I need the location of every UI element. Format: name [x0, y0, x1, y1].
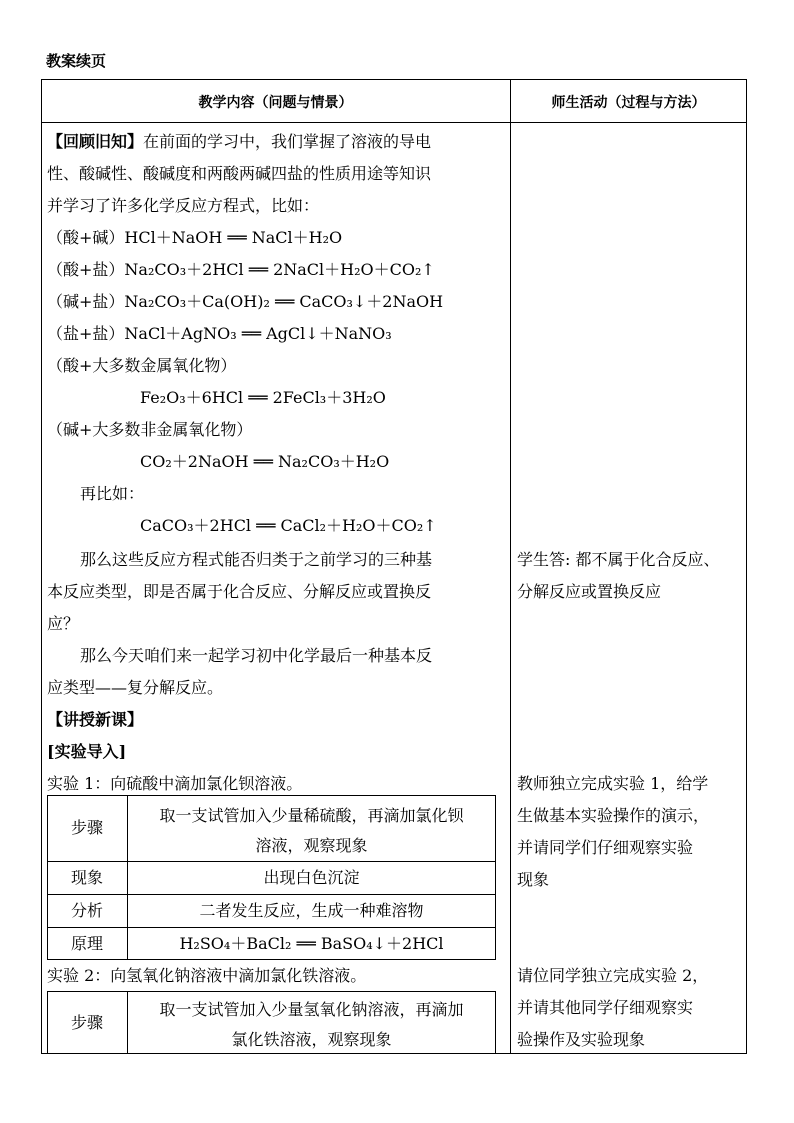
review-intro-line3: 并学习了许多化学反应方程式，比如：: [47, 196, 320, 215]
column-divider: [510, 79, 511, 1054]
question-line3: 应？: [47, 614, 80, 633]
equation-salt-salt: （盐+盐）NaCl＋AgNO₃ ══ AgCl↓＋NaNO₃: [47, 324, 392, 343]
equation-acid-metal-oxide: Fe₂O₃＋6HCl ══ 2FeCl₃＋3H₂O: [140, 388, 386, 407]
experiment1-title: 实验 1：向硫酸中滴加氯化钡溶液。: [47, 774, 303, 793]
exp2-step-text-line1: 取一支试管加入少量氢氧化钠溶液，再滴加: [159, 1000, 464, 1019]
topic-line1: 那么今天咱们来一起学习初中化学最后一种基本反: [80, 646, 433, 665]
review-title: 【回顾旧知】: [47, 132, 144, 151]
experiment2-title: 实验 2：向氢氧化钠溶液中滴加氯化铁溶液。: [47, 966, 367, 985]
student-answer-line2: 分解反应或置换反应: [517, 582, 662, 601]
experiment-intro-title: [实验导入]: [47, 742, 127, 761]
label-base-nonmetal-oxide: （碱+大多数非金属氧化物）: [47, 420, 253, 439]
experiment1-row-divider: [47, 927, 496, 928]
column-header-activity: 师生活动（过程与方法）: [551, 95, 706, 111]
teacher-demo-line2: 生做基本实验操作的演示，: [517, 806, 710, 825]
exp1-step-text-line1: 取一支试管加入少量稀硫酸，再滴加氯化钡: [159, 806, 464, 825]
student-exp-line3: 验操作及实验现象: [517, 1030, 646, 1049]
equation-base-nonmetal-oxide: CO₂＋2NaOH ══ Na₂CO₃＋H₂O: [140, 452, 390, 471]
student-exp-line2: 并请其他同学仔细观察实: [517, 998, 694, 1017]
exp1-analysis-label: 分析: [70, 901, 103, 920]
exp2-step-label: 步骤: [70, 1013, 103, 1032]
question-line2: 本反应类型，即是否属于化合反应、分解反应或置换反: [47, 582, 432, 601]
student-exp-line1: 请位同学独立完成实验 2，: [517, 966, 709, 985]
exp1-phenomenon-label: 现象: [70, 868, 103, 887]
equation-carbonate-acid: CaCO₃＋2HCl ══ CaCl₂＋H₂O＋CO₂↑: [140, 516, 437, 535]
review-text: 在前面的学习中，我们掌握了溶液的导电: [143, 132, 432, 151]
header-row-divider: [41, 122, 747, 123]
exp1-principle-equation: H₂SO₄＋BaCl₂ ══ BaSO₄↓＋2HCl: [179, 934, 444, 953]
student-answer-line1: 学生答: 都不属于化合反应、: [517, 550, 720, 569]
page-header: 教案续页: [46, 52, 107, 70]
equation-base-salt: （碱+盐）Na₂CO₃＋Ca(OH)₂ ══ CaCO₃↓＋2NaOH: [47, 292, 444, 311]
column-header-content: 教学内容（问题与情景）: [198, 95, 353, 111]
review-intro-line1: [47, 132, 431, 152]
exp1-step-label: 步骤: [70, 818, 103, 837]
teacher-demo-line1: 教师独立完成实验 1，给学: [517, 774, 709, 793]
teacher-demo-line3: 并请同学们仔细观察实验: [517, 838, 694, 857]
exp1-analysis-text: 二者发生反应，生成一种难溶物: [199, 901, 424, 920]
exp1-principle-label: 原理: [70, 934, 103, 953]
exp1-phenomenon-text: 出现白色沉淀: [263, 868, 360, 887]
new-lesson-title: 【讲授新课】: [47, 710, 144, 729]
label-acid-metal-oxide: （酸+大多数金属氧化物）: [47, 356, 237, 375]
exp1-step-text-line2: 溶液，观察现象: [255, 836, 368, 855]
equation-acid-salt: （酸+盐）Na₂CO₃＋2HCl ══ 2NaCl＋H₂O＋CO₂↑: [47, 260, 435, 279]
label-another-example: 再比如：: [80, 484, 145, 503]
topic-line2: 应类型——复分解反应。: [47, 678, 224, 697]
exp2-step-text-line2: 氯化铁溶液，观察现象: [231, 1030, 392, 1049]
question-line1: 那么这些反应方程式能否归类于之前学习的三种基: [80, 550, 433, 569]
equation-acid-base: （酸+碱）HCl＋NaOH ══ NaCl＋H₂O: [47, 228, 343, 247]
experiment1-row-divider: [47, 894, 496, 895]
review-intro-line2: 性、酸碱性、酸碱度和两酸两碱四盐的性质用途等知识: [47, 164, 432, 183]
teacher-demo-line4: 现象: [517, 870, 550, 889]
experiment1-row-divider: [47, 861, 496, 862]
